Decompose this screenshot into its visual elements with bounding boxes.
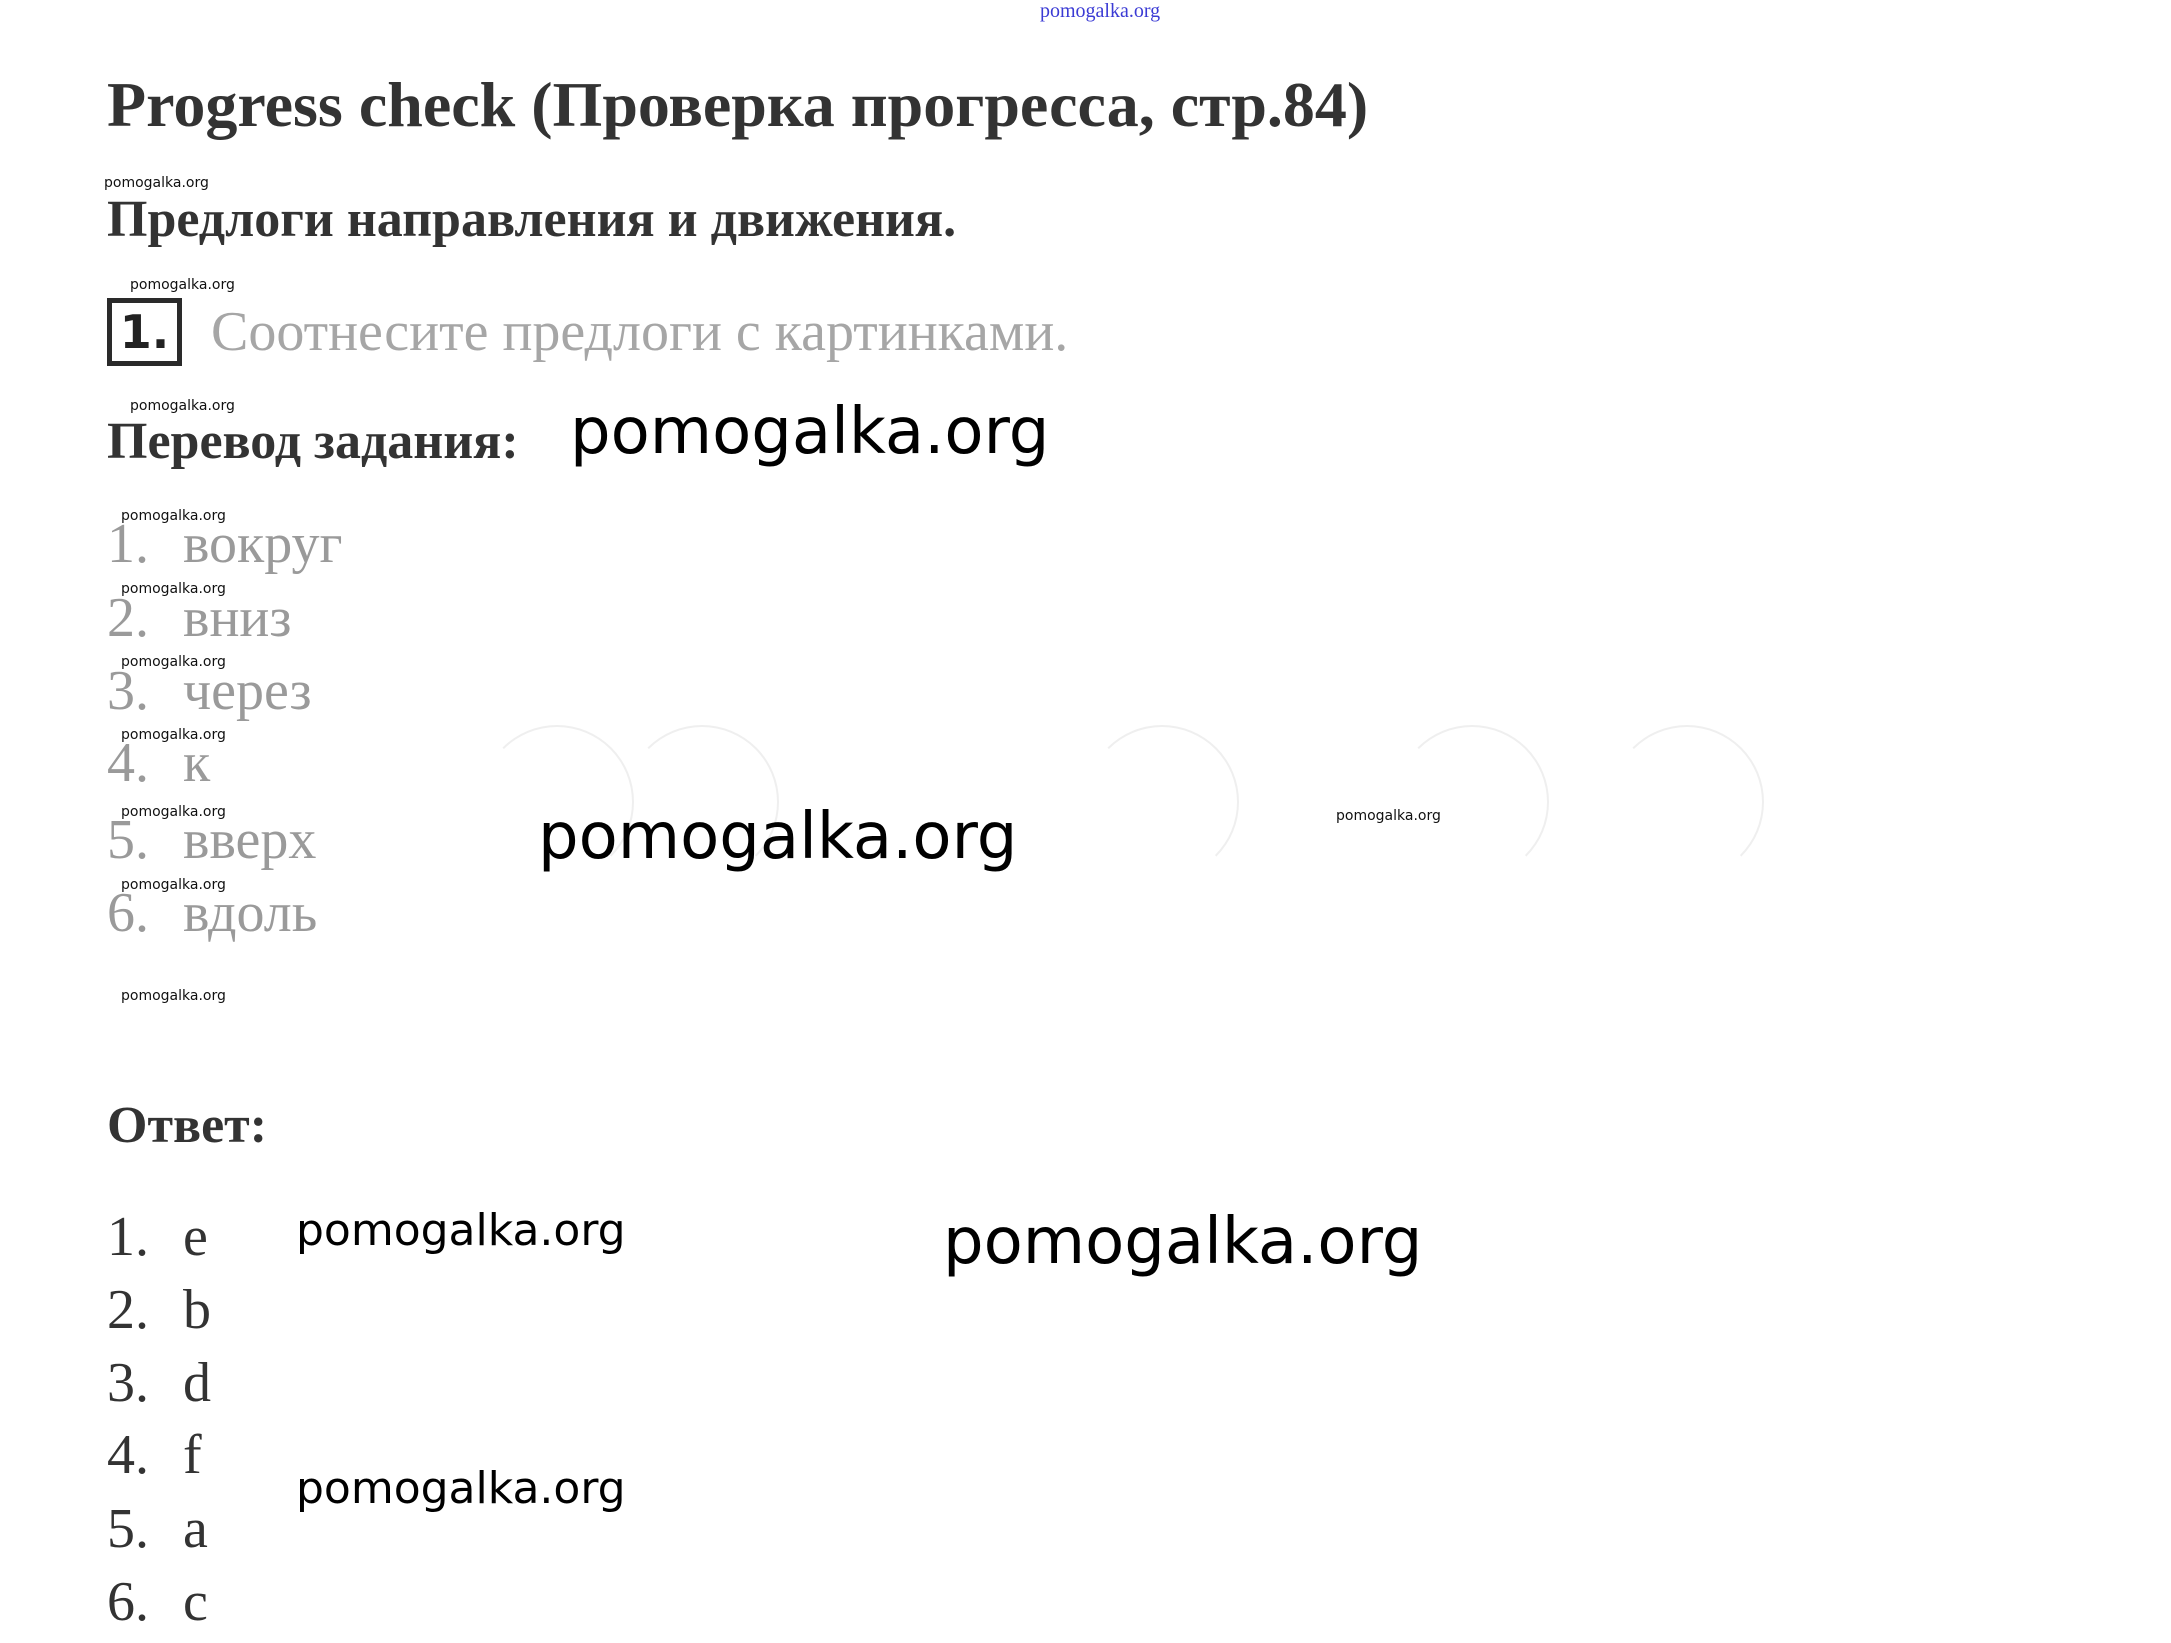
answer-item: 6. c <box>107 1571 208 1633</box>
answer-item: 1. e <box>107 1206 208 1268</box>
watermark-small: pomogalka.org <box>121 877 226 893</box>
watermark-large: pomogalka.org <box>943 1205 1423 1279</box>
watermark-medium: pomogalka.org <box>296 1463 626 1514</box>
watermark-medium: pomogalka.org <box>296 1205 626 1256</box>
list-item: 3. через <box>107 660 312 722</box>
page-title: Progress check (Проверка прогресса, стр.84) <box>107 69 1369 140</box>
answer-item: 2. b <box>107 1279 211 1341</box>
answer-item: 4. f <box>107 1424 202 1486</box>
task-number-box: 1. <box>107 298 182 366</box>
list-item: 4. к <box>107 732 211 794</box>
watermark-small: pomogalka.org <box>121 508 226 524</box>
decorative-arc <box>1610 725 1764 879</box>
watermark-large: pomogalka.org <box>538 800 1018 874</box>
section-subtitle: Предлоги направления и движения. <box>107 191 957 248</box>
watermark-large: pomogalka.org <box>570 395 1050 469</box>
decorative-arc <box>1395 725 1549 879</box>
watermark-small: pomogalka.org <box>104 175 209 191</box>
list-item: 5. вверх <box>107 809 317 871</box>
watermark-small: pomogalka.org <box>121 581 226 597</box>
answer-heading: Ответ: <box>107 1097 268 1154</box>
list-item: 2. вниз <box>107 587 292 649</box>
list-item: 6. вдоль <box>107 882 318 944</box>
watermark-small: pomogalka.org <box>121 654 226 670</box>
watermark-small: pomogalka.org <box>130 277 235 293</box>
watermark-small: pomogalka.org <box>1336 808 1441 824</box>
watermark-small: pomogalka.org <box>121 804 226 820</box>
task-instruction: Соотнесите предлоги с картинками. <box>211 301 1069 363</box>
translation-heading: Перевод задания: <box>107 413 519 470</box>
watermark-top[interactable]: pomogalka.org <box>1040 0 1161 22</box>
answer-item: 5. a <box>107 1498 208 1560</box>
watermark-small: pomogalka.org <box>130 398 235 414</box>
list-item: 1. вокруг <box>107 513 343 575</box>
watermark-small: pomogalka.org <box>121 727 226 743</box>
answer-item: 3. d <box>107 1352 211 1414</box>
watermark-small: pomogalka.org <box>121 988 226 1004</box>
decorative-arc <box>1085 725 1239 879</box>
